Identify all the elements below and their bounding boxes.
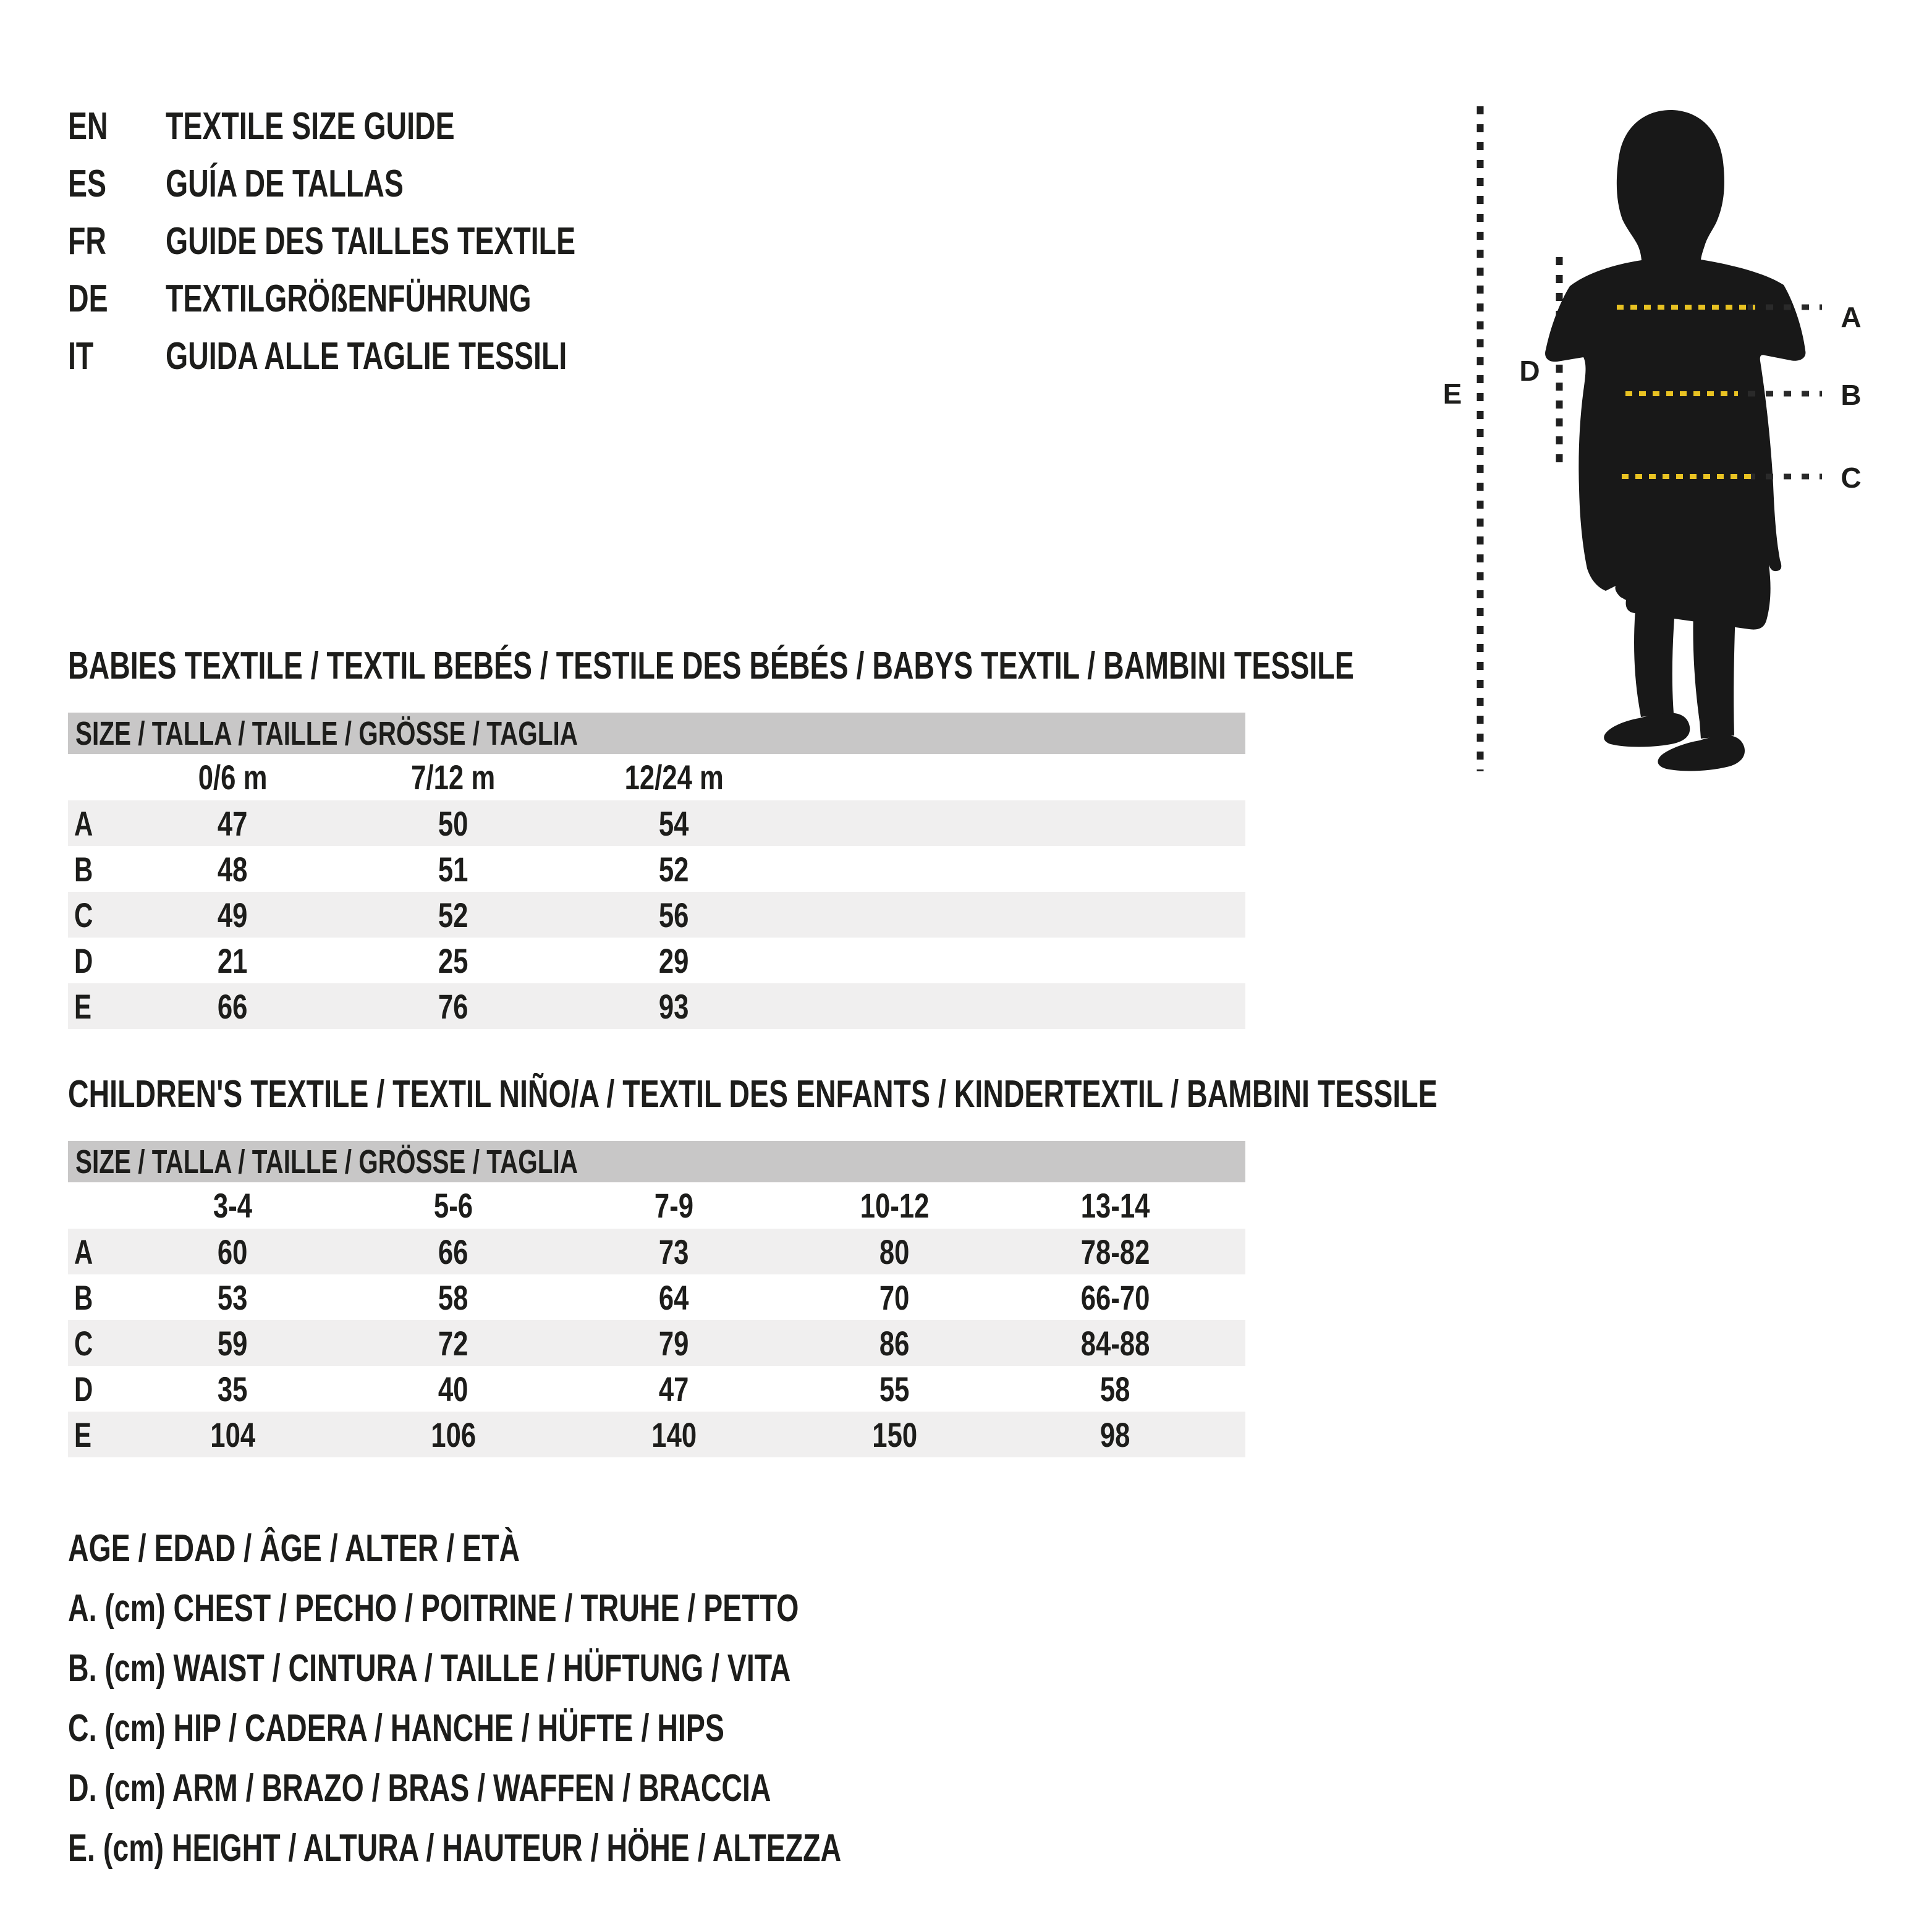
children-d-13-14: 58 [1100,1369,1130,1409]
babies-row-b-label: B [74,849,93,889]
children-col-3-4: 3-4 [213,1186,253,1225]
children-b-10-12: 70 [879,1277,910,1317]
babies-row-d-filler [784,938,1245,983]
language-code-de: DE [68,277,108,320]
babies-row-c-filler [784,892,1245,938]
babies-size-table [68,713,1245,1029]
title-de: TEXTILGRÖßENFÜHRUNG [166,277,532,320]
babies-e-0-6m: 66 [218,986,248,1026]
babies-b-0-6m: 48 [218,849,248,889]
children-e-3-4: 104 [210,1415,255,1454]
babies-row-c [68,892,1245,938]
children-row-c-label: C [74,1323,93,1363]
children-size-header-text: SIZE / TALLA / TAILLE / GRÖSSE / TAGLIA [75,1143,578,1180]
babies-row-a-filler [784,800,1245,846]
title-es: GUÍA DE TALLAS [166,162,404,205]
children-c-5-6: 72 [438,1323,468,1363]
children-d-10-12: 55 [879,1369,910,1409]
children-title-text: CHILDREN'S TEXTILE / TEXTIL NIÑO/A / TEXTIL DES ENFANTS / KINDERTEXTIL / BAMBINI TESSILE [68,1073,1438,1116]
language-row-fr [68,213,712,270]
babies-row-b-filler [784,846,1245,892]
children-corner-cell [68,1182,122,1229]
children-row-e [68,1412,1245,1457]
babies-row-d [68,938,1245,983]
babies-col-12-24m: 12/24 m [624,758,724,797]
children-a-10-12: 80 [879,1232,910,1271]
children-row-a-filler [1226,1229,1245,1274]
babies-size-header-bar [68,713,1245,754]
title-it: GUIDA ALLE TAGLIE TESSILI [166,334,567,378]
babies-e-7-12m: 76 [438,986,468,1026]
babies-row-d-label: D [74,941,93,980]
children-row-d [68,1366,1245,1412]
babies-d-12-24m: 29 [659,941,689,980]
children-a-7-9: 73 [659,1232,689,1271]
language-code-en: EN [68,104,108,148]
children-d-3-4: 35 [218,1369,248,1409]
language-row-es [68,155,712,213]
children-row-b-filler [1226,1274,1245,1320]
language-title-block [68,98,712,385]
children-row-a [68,1229,1245,1274]
label-arm-d: D [1519,355,1540,387]
legend-hip-line: C. (cm) HIP / CADERA / HANCHE / HÜFTE / HIPS [68,1707,724,1750]
babies-row-a [68,800,1245,846]
children-e-7-9: 140 [651,1415,697,1454]
babies-col-0-6m: 0/6 m [198,758,268,797]
label-waist-b: B [1841,379,1862,411]
children-col-5-6: 5-6 [433,1186,473,1225]
children-b-13-14: 66-70 [1080,1277,1150,1317]
legend-waist-line: B. (cm) WAIST / CINTURA / TAILLE / HÜFTUNG / VITA [68,1647,791,1690]
children-col-13-14: 13-14 [1080,1186,1150,1225]
babies-c-12-24m: 56 [659,895,689,934]
babies-row-a-label: A [74,803,93,843]
babies-a-12-24m: 54 [659,803,689,843]
babies-d-7-12m: 25 [438,941,468,980]
children-row-b-label: B [74,1277,93,1317]
language-row-en [68,98,712,155]
children-header-filler [1226,1182,1245,1229]
children-col-7-9: 7-9 [654,1186,694,1225]
babies-row-e [68,983,1245,1029]
children-size-table [68,1141,1245,1457]
babies-title-text: BABIES TEXTILE / TEXTIL BEBÉS / TESTILE DES BÉBÉS / BABYS TEXTIL / BAMBINI TESSILE [68,645,1354,687]
children-e-5-6: 106 [431,1415,476,1454]
children-size-header-bar [68,1141,1245,1182]
children-b-3-4: 53 [218,1277,248,1317]
babies-a-7-12m: 50 [438,803,468,843]
babies-corner-cell [68,754,122,800]
children-row-a-label: A [74,1232,93,1271]
babies-row-e-filler [784,983,1245,1029]
children-row-c [68,1320,1245,1366]
title-en: TEXTILE SIZE GUIDE [166,104,455,148]
label-chest-a: A [1841,301,1862,333]
label-height-e: E [1443,378,1462,410]
language-code-es: ES [68,162,107,205]
children-b-7-9: 64 [659,1277,689,1317]
children-column-header-row [68,1182,1245,1229]
babies-row-b [68,846,1245,892]
children-row-d-filler [1226,1366,1245,1412]
children-d-5-6: 40 [438,1369,468,1409]
babies-col-7-12m: 7/12 m [411,758,496,797]
children-e-13-14: 98 [1100,1415,1130,1454]
children-c-7-9: 79 [659,1323,689,1363]
children-col-10-12: 10-12 [860,1186,930,1225]
babies-e-12-24m: 93 [659,986,689,1026]
legend-arm-line: D. (cm) ARM / BRAZO / BRAS / WAFFEN / BRACCIA [68,1767,771,1810]
children-e-10-12: 150 [872,1415,917,1454]
babies-d-0-6m: 21 [218,941,248,980]
title-fr: GUIDE DES TAILLES TEXTILE [166,219,576,263]
babies-c-7-12m: 52 [438,895,468,934]
children-c-13-14: 84-88 [1080,1323,1150,1363]
babies-section-title [68,646,1782,686]
babies-b-12-24m: 52 [659,849,689,889]
babies-b-7-12m: 51 [438,849,468,889]
language-code-it: IT [68,334,94,378]
children-c-10-12: 86 [879,1323,910,1363]
children-a-5-6: 66 [438,1232,468,1271]
children-b-5-6: 58 [438,1277,468,1317]
children-row-c-filler [1226,1320,1245,1366]
babies-header-filler [784,754,1245,800]
children-row-d-label: D [74,1369,93,1409]
label-hip-c: C [1841,462,1862,494]
babies-a-0-6m: 47 [218,803,248,843]
children-c-3-4: 59 [218,1323,248,1363]
legend-age-line: AGE / EDAD / ÂGE / ALTER / ETÀ [68,1527,520,1570]
language-row-de [68,270,712,328]
language-code-fr: FR [68,219,106,263]
babies-column-header-row [68,754,1245,800]
children-section-title [68,1075,1894,1114]
children-a-3-4: 60 [218,1232,248,1271]
children-row-b [68,1274,1245,1320]
children-row-e-label: E [74,1415,92,1454]
legend-height-line: E. (cm) HEIGHT / ALTURA / HAUTEUR / HÖHE / ALTEZZA [68,1827,842,1870]
children-row-e-filler [1226,1412,1245,1457]
babies-row-c-label: C [74,895,93,934]
children-d-7-9: 47 [659,1369,689,1409]
babies-size-header-text: SIZE / TALLA / TAILLE / GRÖSSE / TAGLIA [75,714,578,752]
language-row-it [68,328,712,385]
babies-c-0-6m: 49 [218,895,248,934]
measurement-legend [68,1519,1099,1878]
legend-chest-line: A. (cm) CHEST / PECHO / POITRINE / TRUHE / PETTO [68,1587,799,1630]
children-a-13-14: 78-82 [1080,1232,1150,1271]
babies-row-e-label: E [74,986,92,1026]
